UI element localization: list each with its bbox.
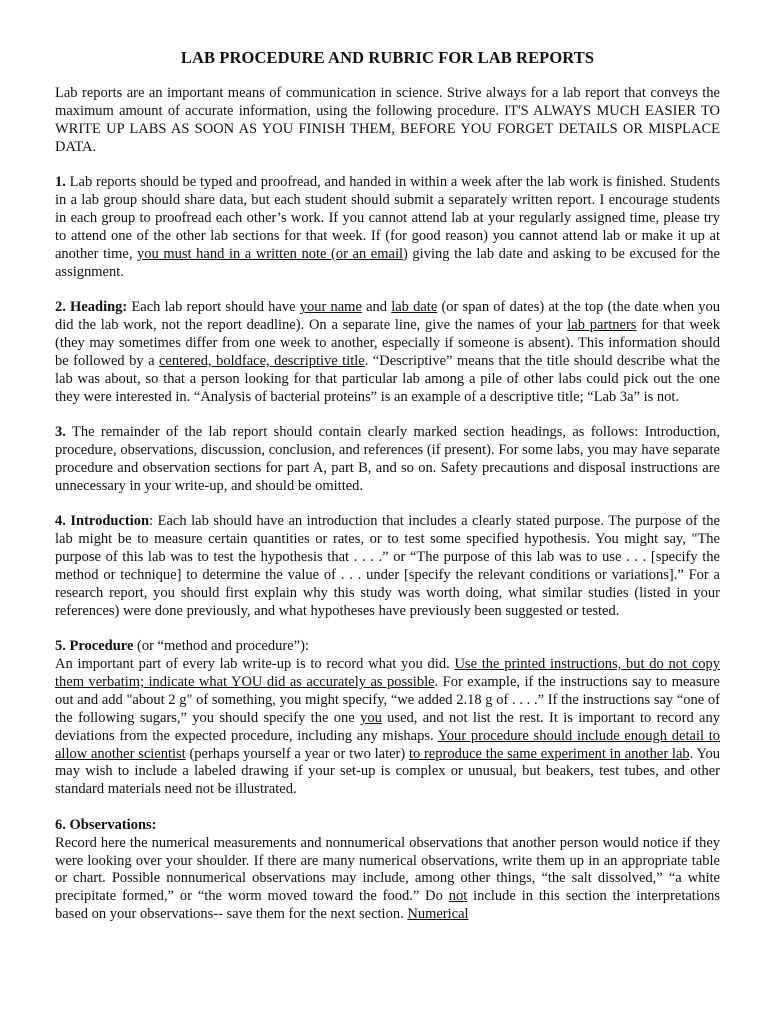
section-5-underline-3: Your procedure should include enough detail to allow another scientist — [55, 727, 720, 762]
section-5-text-3: used, and not list the rest. It is important to record any deviations from the expected procedure, including any mishaps. — [55, 709, 720, 744]
section-2-text-4: for that week (they may sometimes differ from one week to another, especially if someone is absent). This information should be followed by a — [55, 316, 720, 369]
section-4-text: : Each lab should have an introduction that includes a clearly stated purpose. The purpose of the lab might be to measure certain quantities or rates, or to test some specified hypothesis. You might say, "The purpose of this lab was to test the hypothesis that . . . .” or “The purpose of this lab was to use . . . [specify the method or technique] to determine the value of . . . under [specify the relevant conditions or variations].” For a research report, you should first explain why this study was worth doing, what similar studies (listed in your references) were done previously, and what hypotheses have previously been suggested or tested. — [55, 513, 720, 619]
section-5-text-2: . For example, if the instructions say to measure out and add "about 2 g" of something, you might specify, “we added 2.18 g of . . . .” If the instructions say “one of the following sugars,” you should specify the one — [55, 673, 720, 726]
section-6-paragraph — [55, 817, 720, 924]
section-5-underline-4: to reproduce the same experiment in another lab — [408, 745, 690, 762]
section-2-paragraph — [55, 299, 720, 406]
section-2-text-2: and — [361, 299, 392, 316]
section-5-heading-rest: (or “method and procedure”): — [133, 638, 309, 655]
section-5-heading-line — [55, 638, 720, 656]
section-2-underline-4: centered, boldface, descriptive title — [158, 352, 365, 369]
section-6-text-2: include in this section the interpretations based on your observations-- save them for the next section. — [55, 888, 720, 923]
section-6-heading: 6. Observations: — [55, 816, 157, 833]
section-5-text-1: An important part of every lab write-up is to record what you did. — [55, 655, 455, 672]
section-5-heading: 5. Procedure — [55, 638, 134, 655]
section-1-paragraph — [55, 174, 720, 281]
section-2-underline-2: lab date — [391, 299, 438, 316]
section-1-text-a: Lab reports should be typed and proofread, and handed in within a week after the lab work is finished. Students in a lab group should share data, but each student should submit a separately written report. I encourage students in each group to proofread each other’s work. If you cannot attend lab at your regularly assigned time, please try to attend one of the other lab sections for that week. If (for good reason) you cannot attend lab or make it up at another time, — [55, 174, 720, 262]
section-3-text: The remainder of the lab report should contain clearly marked section headings, as follows: Introduction, procedure, observations, discussion, conclusion, and references (if present). For some labs, you may have separate procedure and observation sections for part A, part B, and so on. Safety precautions and disposal instructions are unnecessary in your write-up, and should be omitted. — [55, 424, 720, 494]
section-2-underline-3: lab partners — [567, 316, 637, 333]
section-5-paragraph — [55, 638, 720, 799]
section-5-text-4: (perhaps yourself a year or two later) — [185, 745, 409, 762]
section-1-number: 1. — [55, 174, 66, 191]
section-2-text-3: (or span of dates) at the top (the date when you did the lab work, not the report deadline). On a separate line, give the names of your — [55, 299, 721, 333]
intro-paragraph: Lab reports are an important means of communication in science. Strive always for a lab report that conveys the maximum amount of accurate information, using the following procedure. IT'S ALWAYS MUCH EASIER TO WRITE UP LABS AS SOON AS YOU FINISH THEM, BEFORE YOU FORGET DETAILS OR MISPLACE DATA. — [55, 85, 720, 155]
section-2-underline-1: your name — [299, 299, 362, 316]
section-2-heading: 2. Heading: — [55, 299, 128, 316]
section-5-underline-2: you — [360, 709, 382, 726]
document-page — [55, 48, 720, 942]
section-5-underline-1: Use the printed instructions, but do not copy them verbatim; indicate what YOU did as accurately as possible — [55, 655, 721, 690]
section-3-paragraph — [55, 424, 720, 496]
section-1-underline: you must hand in a written note (or an email) — [137, 245, 408, 262]
section-5-text-5: . You may wish to include a labeled drawing if your set-up is complex or unusual, but beakers, test tubes, and other standard materials need not be illustrated. — [55, 745, 720, 798]
section-4-paragraph — [55, 513, 720, 620]
section-3-number: 3. — [55, 424, 66, 440]
section-6-underline-1: not — [448, 888, 468, 905]
section-1-text-b: giving the lab date and asking to be excused for the assignment. — [55, 245, 720, 280]
page-title: LAB PROCEDURE AND RUBRIC FOR LAB REPORTS — [180, 48, 595, 67]
section-2-text-5: . “Descriptive” means that the title should describe what the lab was about, so that a person looking for that particular lab among a pile of other labs could pick out the one they were interested in. “Analysis of bacterial proteins” is an example of a descriptive title; “Lab 3a” is not. — [55, 352, 720, 405]
section-4-heading: 4. Introduction — [55, 513, 150, 530]
section-6-underline-2: Numerical — [407, 906, 469, 923]
section-6-text-1: Record here the numerical measurements and nonnumerical observations that another person would notice if they were looking over your shoulder. If there are many numerical observations, write them up in an appropriate table or chart. Possible nonnumerical observations may include, among other things, “the salt dissolved,” “a white precipitate formed,” or “the worm moved toward the food.” Do — [55, 834, 720, 905]
section-2-text-1: Each lab report should have — [127, 299, 300, 316]
